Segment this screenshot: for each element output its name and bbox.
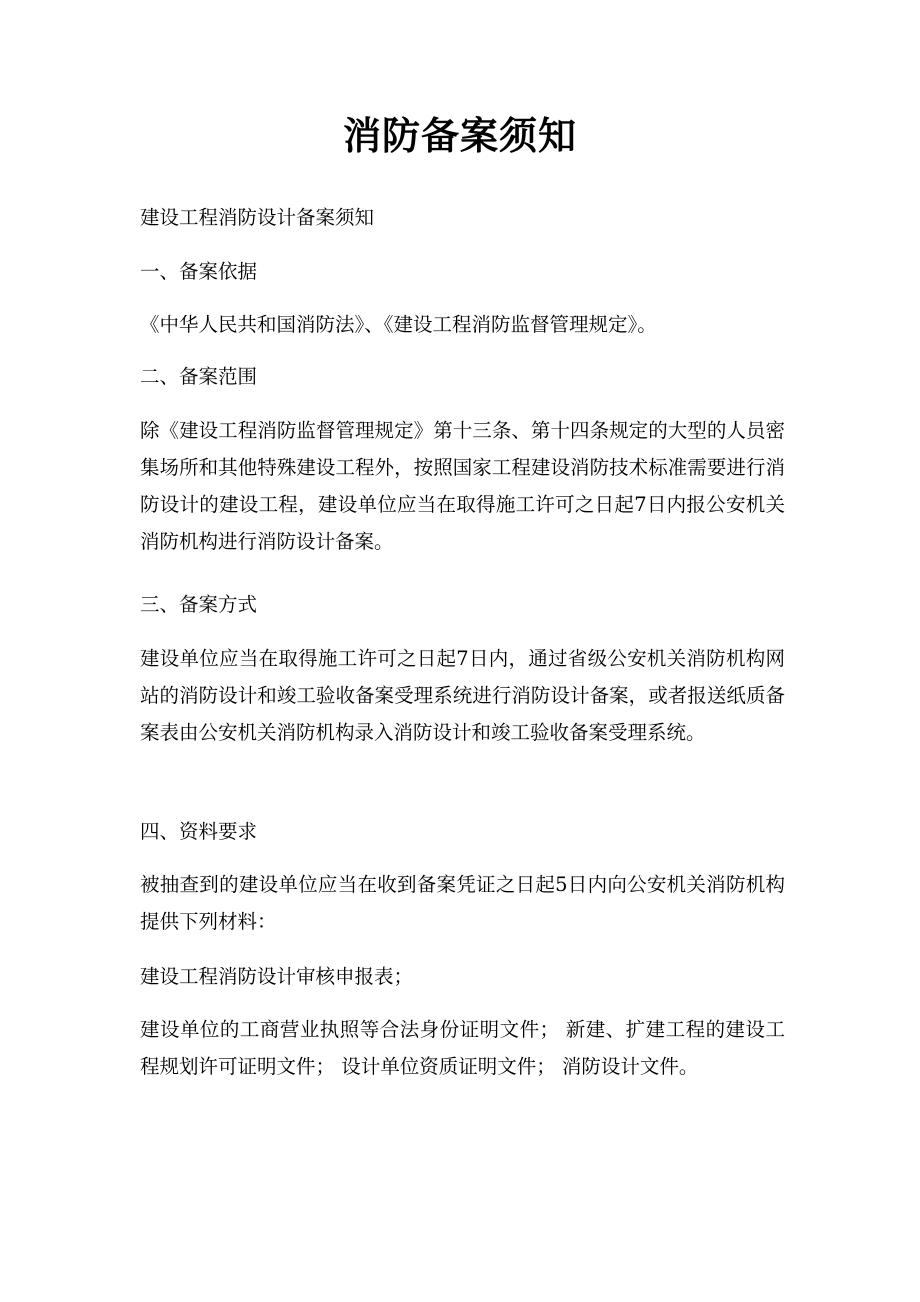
section-heading-basis: 一、备案依据 [140, 260, 258, 283]
section-method-text: 建设单位应当在取得施工许可之日起7日内，通过省级公安机关消防机构网站的消防设计和竣工验收备案受理系统进行消防设计备案，或者报送纸质备案表由公安机关消防机构录入消防设计和竣工验收备案受理系统。 [140, 647, 785, 744]
section-heading-materials: 四、资料要求 [140, 820, 258, 843]
document-subtitle: 建设工程消防设计备案须知 [140, 206, 375, 229]
section-materials-intro: 被抽查到的建设单位应当在收到备案凭证之日起5日内向公安机关消防机构提供下列材料： [140, 873, 785, 933]
section-materials-item-1: 建设工程消防设计审核申报表； [140, 965, 414, 988]
section-basis-text: 《中华人民共和国消防法》、《建设工程消防监督管理规定》。 [140, 313, 657, 336]
section-heading-method: 三、备案方式 [140, 593, 258, 616]
section-materials-item-2: 建设单位的工商营业执照等合法身份证明文件； 新建、扩建工程的建设工程规划许可证明文件； 设计单位资质证明文件； 消防设计文件。 [140, 1018, 785, 1078]
document-title: 消防备案须知 [342, 113, 577, 158]
section-scope-text: 除《建设工程消防监督管理规定》第十三条、第十四条规定的大型的人员密集场所和其他特殊建设工程外，按照国家工程建设消防技术标准需要进行消防设计的建设工程，建设单位应当在取得施工许可之日起7日内报公安机关消防机构进行消防设计备案。 [140, 419, 785, 553]
section-heading-scope: 二、备案范围 [140, 365, 258, 388]
